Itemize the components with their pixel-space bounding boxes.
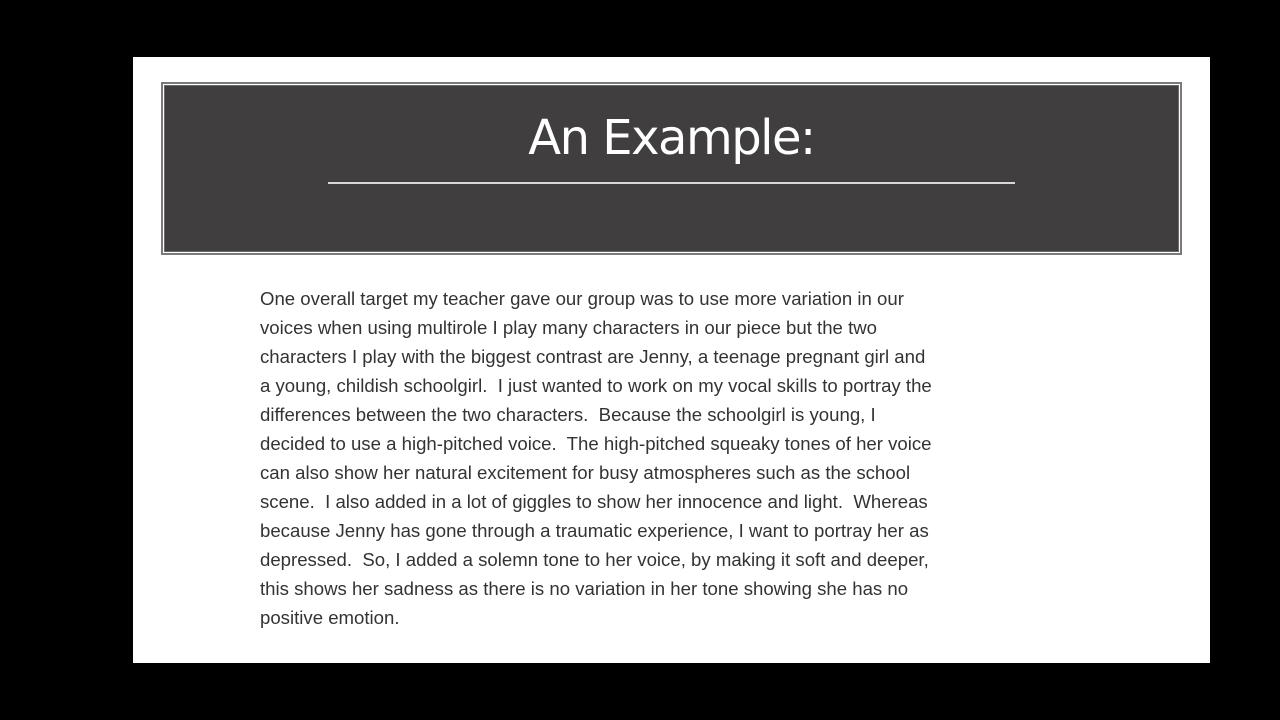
slide-title: An Example:	[528, 110, 815, 166]
body-line: One overall target my teacher gave our group was to use more variation in our	[260, 288, 904, 309]
body-line: differences between the two characters. Because the schoolgirl is young, I	[260, 404, 876, 425]
body-line: because Jenny has gone through a traumatic experience, I want to portray her as	[260, 520, 929, 541]
body-line: scene. I also added in a lot of giggles to show her innocence and light. Whereas	[260, 491, 928, 512]
body-line: characters I play with the biggest contrast are Jenny, a teenage pregnant girl and	[260, 346, 926, 367]
body-line: positive emotion.	[260, 607, 400, 628]
title-box	[161, 82, 1182, 255]
slide-body-paragraph	[260, 284, 1060, 632]
body-line: this shows her sadness as there is no variation in her tone showing she has no	[260, 578, 909, 599]
title-underline-divider	[328, 182, 1015, 184]
body-line: can also show her natural excitement for busy atmospheres such as the school	[260, 462, 911, 483]
body-line: voices when using multirole I play many characters in our piece but the two	[260, 317, 877, 338]
slide	[133, 57, 1210, 663]
title-banner	[164, 85, 1179, 252]
body-line: a young, childish schoolgirl. I just wanted to work on my vocal skills to portray the	[260, 375, 932, 396]
body-line: decided to use a high-pitched voice. The high-pitched squeaky tones of her voice	[260, 433, 932, 454]
body-line: depressed. So, I added a solemn tone to her voice, by making it soft and deeper,	[260, 549, 929, 570]
